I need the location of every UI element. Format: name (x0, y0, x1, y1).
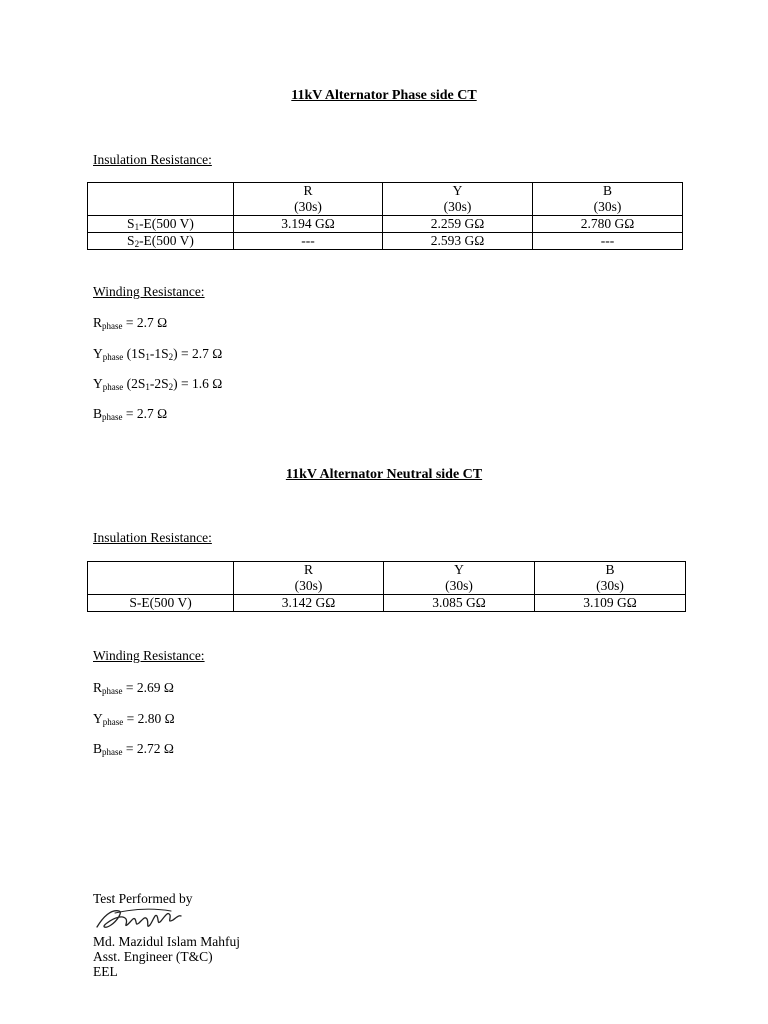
neutral-y-winding (93, 711, 175, 727)
neutral-r-winding (93, 680, 174, 696)
value-cell: 2.259 GΩ (383, 216, 533, 233)
value-text: = 2.7 Ω (122, 315, 168, 330)
row-label-main: S (127, 233, 135, 248)
neutral-insulation-table (87, 561, 686, 612)
symbol: R (93, 680, 103, 695)
symbol: Y (93, 376, 103, 391)
value-cell: --- (533, 233, 683, 250)
subscript: phase (102, 747, 123, 757)
subscript: phase (102, 717, 124, 727)
signature-image (93, 903, 188, 935)
subscript: 1 (145, 352, 150, 362)
value-cell: 3.109 GΩ (535, 595, 686, 612)
neutral-winding-heading: Winding Resistance: (93, 648, 205, 663)
symbol: Y (93, 346, 103, 361)
symbol: B (93, 406, 103, 421)
test-performed-by: Test Performed by (93, 891, 193, 906)
row-label-rest: -E(500 V) (139, 216, 194, 231)
company-name: EEL (93, 964, 118, 979)
column-time-label: (30s) (443, 199, 472, 214)
value-text: (2S (123, 376, 146, 391)
column-header-b (533, 183, 683, 216)
symbol: Y (93, 711, 103, 726)
table-corner-cell (88, 183, 234, 216)
neutral-ct-title-text: 11kV Alternator Neutral side CT (285, 467, 483, 482)
column-header-r (234, 183, 383, 216)
value-cell: 2.780 GΩ (533, 216, 683, 233)
row-label-rest: -E(500 V) (139, 233, 194, 248)
value-cell: 2.593 GΩ (383, 233, 533, 250)
table-row (88, 595, 686, 612)
column-phase-label: B (605, 562, 615, 577)
subscript: phase (102, 321, 123, 331)
symbol: R (93, 315, 103, 330)
table-header-row (88, 183, 683, 216)
column-header-y (384, 562, 535, 595)
neutral-insulation-heading: Insulation Resistance: (93, 530, 212, 545)
value-cell: 3.085 GΩ (384, 595, 535, 612)
row-label-main: S (127, 216, 135, 231)
phase-ct-title (0, 88, 768, 104)
column-time-label: (30s) (294, 199, 322, 214)
column-time-label: (30s) (593, 199, 622, 214)
subscript: 2 (168, 382, 174, 392)
phase-y2-winding (93, 376, 222, 392)
value-text: = 2.72 Ω (122, 741, 174, 756)
column-phase-label: Y (454, 562, 464, 577)
table-header-row (88, 562, 686, 595)
subscript: phase (102, 382, 124, 392)
column-phase-label: R (303, 562, 313, 577)
value-text: (1S (123, 346, 146, 361)
row-label (88, 216, 234, 233)
value-cell: 3.142 GΩ (234, 595, 384, 612)
value-text: -2S (149, 376, 169, 391)
value-text: ) = 2.7 Ω (173, 346, 223, 361)
table-corner-cell (88, 562, 234, 595)
phase-b-winding (93, 406, 167, 422)
value-text: = 2.69 Ω (122, 680, 174, 695)
value-text: = 2.80 Ω (123, 711, 175, 726)
subscript: 2 (168, 352, 174, 362)
subscript: phase (102, 686, 123, 696)
value-text: = 2.7 Ω (122, 406, 168, 421)
value-cell: --- (234, 233, 383, 250)
symbol: B (93, 741, 103, 756)
engineer-name: Md. Mazidul Islam Mahfuj (93, 934, 240, 949)
neutral-b-winding (93, 741, 174, 757)
phase-ct-title-text: 11kV Alternator Phase side CT (291, 88, 477, 103)
subscript: phase (102, 412, 123, 422)
row-label (88, 233, 234, 250)
column-phase-label: R (303, 183, 313, 198)
value-cell: 3.194 GΩ (234, 216, 383, 233)
table-row (88, 233, 683, 250)
neutral-ct-title (0, 467, 768, 483)
column-time-label: (30s) (596, 578, 624, 593)
table-row (88, 216, 683, 233)
phase-r-winding (93, 315, 167, 331)
phase-y1-winding (93, 346, 222, 362)
column-phase-label: Y (452, 183, 463, 198)
subscript: phase (102, 352, 124, 362)
subscript: 1 (145, 382, 150, 392)
row-label-sub: 2 (134, 239, 140, 249)
value-text: -1S (149, 346, 169, 361)
phase-insulation-heading: Insulation Resistance: (93, 152, 212, 167)
column-header-r (234, 562, 384, 595)
row-label: S-E(500 V) (88, 595, 234, 612)
column-time-label: (30s) (445, 578, 473, 593)
engineer-designation: Asst. Engineer (T&C) (93, 949, 213, 964)
column-phase-label: B (602, 183, 612, 198)
column-time-label: (30s) (294, 578, 323, 593)
value-text: ) = 1.6 Ω (173, 376, 223, 391)
phase-winding-heading: Winding Resistance: (93, 284, 205, 299)
column-header-b (535, 562, 686, 595)
column-header-y (383, 183, 533, 216)
phase-insulation-table (87, 182, 683, 250)
row-label-sub: 1 (134, 222, 140, 232)
